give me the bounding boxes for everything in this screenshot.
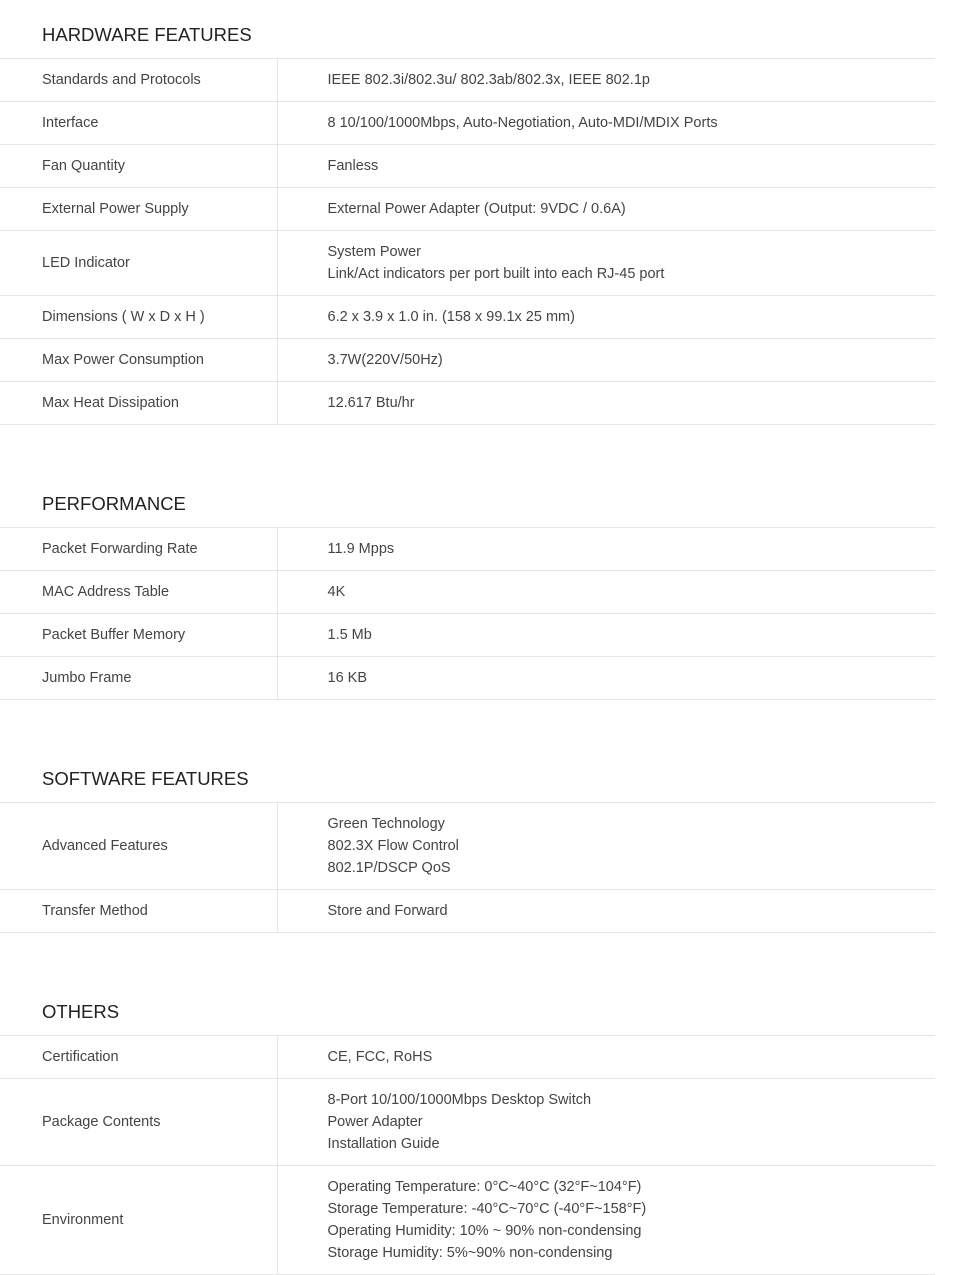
spec-row	[0, 59, 935, 102]
spec-row	[0, 188, 935, 231]
spec-value-line: 802.1P/DSCP QoS	[327, 860, 451, 876]
spec-row	[0, 339, 935, 382]
spec-value-line: 12.617 Btu/hr	[327, 395, 415, 411]
spec-value	[277, 339, 935, 382]
section-title: HARDWARE FEATURES	[42, 24, 252, 45]
section-spacer	[0, 700, 960, 744]
spec-row	[0, 1166, 935, 1275]
spec-value-line: 3.7W(220V/50Hz)	[327, 352, 443, 368]
spec-row	[0, 528, 935, 571]
spec-label: External Power Supply	[0, 188, 277, 231]
spec-label: Max Power Consumption	[0, 339, 277, 382]
spec-value-line: Operating Temperature: 0°C~40°C (32°F~104°F)	[327, 1179, 642, 1195]
spec-table	[0, 1035, 935, 1275]
spec-value	[277, 657, 935, 700]
spec-label: Jumbo Frame	[0, 657, 277, 700]
spec-row	[0, 614, 935, 657]
spec-value-line: Power Adapter	[327, 1114, 423, 1130]
spec-value-line: Fanless	[327, 158, 379, 174]
spec-row	[0, 231, 935, 296]
spec-value	[277, 571, 935, 614]
spec-value	[277, 296, 935, 339]
section-title: SOFTWARE FEATURES	[42, 768, 249, 789]
spec-value-line: Storage Temperature: -40°C~70°C (-40°F~158°F)	[327, 1201, 647, 1217]
spec-label: Environment	[0, 1166, 277, 1275]
spec-row	[0, 571, 935, 614]
section-title: PERFORMANCE	[42, 493, 186, 514]
spec-label: LED Indicator	[0, 231, 277, 296]
spec-row	[0, 890, 935, 933]
spec-value	[277, 803, 935, 890]
spec-value-line: IEEE 802.3i/802.3u/ 802.3ab/802.3x, IEEE 802.1p	[327, 72, 650, 88]
spec-label: Max Heat Dissipation	[0, 382, 277, 425]
spec-label: Advanced Features	[0, 803, 277, 890]
spec-value-line: 8 10/100/1000Mbps, Auto-Negotiation, Auto-MDI/MDIX Ports	[327, 115, 718, 131]
spec-label: Standards and Protocols	[0, 59, 277, 102]
spec-row	[0, 803, 935, 890]
spec-value	[277, 890, 935, 933]
spec-label: Package Contents	[0, 1079, 277, 1166]
spec-label: Fan Quantity	[0, 145, 277, 188]
spec-value-line: 8-Port 10/100/1000Mbps Desktop Switch	[327, 1092, 592, 1108]
spec-value-line: CE, FCC, RoHS	[327, 1049, 433, 1065]
spec-value-line: 6.2 x 3.9 x 1.0 in. (158 x 99.1x 25 mm)	[327, 309, 575, 325]
spec-value-line: 802.3X Flow Control	[327, 838, 459, 854]
spec-value-line: 16 KB	[327, 670, 367, 686]
spec-value	[277, 382, 935, 425]
section-spacer	[0, 933, 960, 977]
spec-value-line: 4K	[327, 584, 346, 600]
spec-value	[277, 528, 935, 571]
spec-value-line: 1.5 Mb	[327, 627, 372, 643]
spec-value	[277, 59, 935, 102]
spec-label: Packet Buffer Memory	[0, 614, 277, 657]
section-title: OTHERS	[42, 1001, 120, 1022]
spec-value-line: Link/Act indicators per port built into each RJ-45 port	[327, 266, 665, 282]
spec-value	[277, 145, 935, 188]
spec-value-line: Green Technology	[327, 816, 445, 832]
spec-value-line: External Power Adapter (Output: 9VDC / 0.6A)	[327, 201, 626, 217]
spec-table	[0, 527, 935, 700]
spec-row	[0, 102, 935, 145]
section-spacer	[0, 425, 960, 469]
spec-value-line: Installation Guide	[327, 1136, 440, 1152]
spec-value	[277, 1036, 935, 1079]
spec-label: Certification	[0, 1036, 277, 1079]
spec-value	[277, 614, 935, 657]
spec-table	[0, 802, 935, 933]
spec-row	[0, 145, 935, 188]
spec-value-line: Storage Humidity: 5%~90% non-condensing	[327, 1245, 613, 1261]
spec-value	[277, 1166, 935, 1275]
spec-value-line: System Power	[327, 244, 421, 260]
spec-value-line: Operating Humidity: 10% ~ 90% non-condensing	[327, 1223, 642, 1239]
spec-value-line: 11.9 Mpps	[327, 541, 395, 557]
spec-value	[277, 231, 935, 296]
spec-value	[277, 188, 935, 231]
spec-label: Dimensions ( W x D x H )	[0, 296, 277, 339]
spec-label: MAC Address Table	[0, 571, 277, 614]
spec-value	[277, 1079, 935, 1166]
spec-label: Transfer Method	[0, 890, 277, 933]
spec-row	[0, 296, 935, 339]
spec-value	[277, 102, 935, 145]
spec-row	[0, 1036, 935, 1079]
spec-value-line: Store and Forward	[327, 903, 448, 919]
spec-row	[0, 1079, 935, 1166]
spec-row	[0, 657, 935, 700]
spec-label: Interface	[0, 102, 277, 145]
spec-table	[0, 58, 935, 425]
spec-label: Packet Forwarding Rate	[0, 528, 277, 571]
spec-row	[0, 382, 935, 425]
